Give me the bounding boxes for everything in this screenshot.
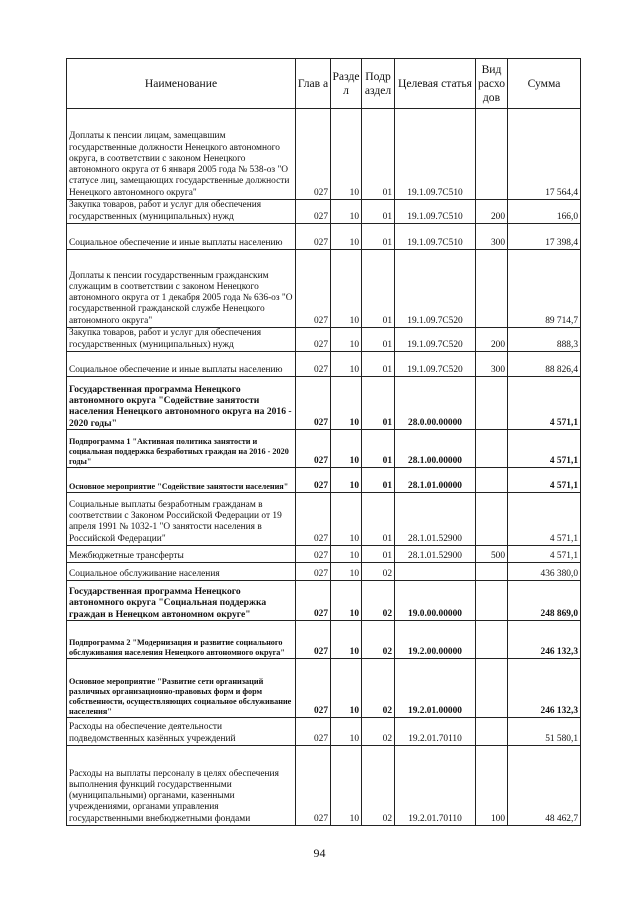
header-amount: Сумма [508,59,581,109]
row-name: Социальное обеспечение и иные выплаты населению [67,224,296,250]
row-name: Подпрограмма 1 "Активная политика занятости и социальная поддержка безработных граждан на 2016 - 2020 годы" [67,430,296,468]
row-target: 19.2.01.70110 [395,746,476,826]
row-section: 10 [331,250,362,328]
row-chapter: 027 [296,250,331,328]
table-row [67,563,581,581]
table-row [67,468,581,493]
row-expense-type: 300 [476,352,508,377]
row-section: 10 [331,109,362,200]
row-name: Социальное обслуживание населения [67,563,296,581]
row-chapter: 027 [296,224,331,250]
row-amount: 88 826,4 [508,352,581,377]
row-name: Государственная программа Ненецкого автономного округа "Социальная поддержка граждан в Ненецком автономном округе" [67,581,296,621]
row-subsection: 01 [362,352,395,377]
row-amount: 17 564,4 [508,109,581,200]
row-subsection: 01 [362,109,395,200]
header-section: Разде л [331,59,362,109]
row-chapter: 027 [296,659,331,718]
row-target: 28.1.01.52900 [395,546,476,563]
row-name: Расходы на обеспечение деятельности подведомственных казённых учреждений [67,718,296,746]
row-target: 28.1.01.00000 [395,468,476,493]
row-expense-type: 200 [476,200,508,224]
row-expense-type [476,659,508,718]
row-subsection: 01 [362,224,395,250]
row-target: 28.0.00.00000 [395,377,476,430]
row-name: Основное мероприятие "Содействие занятости населения" [67,468,296,493]
row-chapter: 027 [296,430,331,468]
row-section: 10 [331,659,362,718]
table-row [67,746,581,826]
row-amount: 4 571,1 [508,430,581,468]
row-subsection: 02 [362,718,395,746]
table-row [67,352,581,377]
row-target: 19.1.09.7С520 [395,250,476,328]
row-chapter: 027 [296,546,331,563]
row-name: Межбюджетные трансферты [67,546,296,563]
header-name: Наименование [67,59,296,109]
row-section: 10 [331,328,362,352]
row-amount: 4 571,1 [508,546,581,563]
table-row [67,546,581,563]
row-section: 10 [331,430,362,468]
row-subsection: 02 [362,581,395,621]
row-section: 10 [331,377,362,430]
row-expense-type [476,493,508,546]
header-target: Целевая статья [395,59,476,109]
table-row [67,430,581,468]
row-chapter: 027 [296,468,331,493]
row-amount: 48 462,7 [508,746,581,826]
row-amount: 888,3 [508,328,581,352]
table-row [67,250,581,328]
row-chapter: 027 [296,493,331,546]
row-chapter: 027 [296,621,331,659]
row-subsection: 02 [362,746,395,826]
row-amount: 248 869,0 [508,581,581,621]
row-amount: 4 571,1 [508,468,581,493]
row-chapter: 027 [296,581,331,621]
row-expense-type: 500 [476,546,508,563]
row-section: 10 [331,493,362,546]
row-name: Подпрограмма 2 "Модернизация и развитие социального обслуживания населения Ненецкого автономного округа" [67,621,296,659]
row-expense-type [476,377,508,430]
row-subsection: 01 [362,468,395,493]
row-target: 19.1.09.7С520 [395,328,476,352]
row-expense-type: 200 [476,328,508,352]
row-subsection: 02 [362,563,395,581]
row-expense-type [476,718,508,746]
row-amount: 89 714,7 [508,250,581,328]
row-chapter: 027 [296,746,331,826]
table-row [67,377,581,430]
row-amount: 4 571,1 [508,493,581,546]
row-chapter: 027 [296,109,331,200]
row-chapter: 027 [296,563,331,581]
table-row [67,718,581,746]
row-expense-type: 300 [476,224,508,250]
row-subsection: 01 [362,328,395,352]
row-section: 10 [331,200,362,224]
row-chapter: 027 [296,200,331,224]
row-target: 19.1.09.7С510 [395,200,476,224]
header-subsection: Подр аздел [362,59,395,109]
header-chapter: Глав а [296,59,331,109]
table-row [67,659,581,718]
row-target: 28.1.00.00000 [395,430,476,468]
table-row [67,224,581,250]
table-row [67,109,581,200]
row-expense-type [476,581,508,621]
row-name: Основное мероприятие "Развитие сети организаций различных организационно-правовых форм и форм собственности, осуществляющих социальное обслуживание населения" [67,659,296,718]
row-section: 10 [331,352,362,377]
row-name: Социальные выплаты безработным гражданам в соответствии с Законом Российской Федерации от 19 апреля 1991 № 1032-1 "О занятости населения в Российской Федерации" [67,493,296,546]
row-subsection: 01 [362,200,395,224]
row-amount: 51 580,1 [508,718,581,746]
row-target [395,563,476,581]
row-expense-type [476,621,508,659]
row-name: Социальное обеспечение и иные выплаты населению [67,352,296,377]
row-name: Доплаты к пенсии государственным гражданским служащим в соответствии с законом Ненецкого автономного округа от 1 декабря 2005 года № 636-оз "О государственной гражданской службе Ненецкого автономного округа" [67,250,296,328]
row-section: 10 [331,621,362,659]
row-name: Закупка товаров, работ и услуг для обеспечения государственных (муниципальных) нужд [67,328,296,352]
row-section: 10 [331,563,362,581]
row-name: Закупка товаров, работ и услуг для обеспечения государственных (муниципальных) нужд [67,200,296,224]
row-target: 19.2.01.00000 [395,659,476,718]
table-row [67,493,581,546]
row-section: 10 [331,546,362,563]
row-section: 10 [331,468,362,493]
row-subsection: 01 [362,546,395,563]
row-amount: 436 380,0 [508,563,581,581]
row-name: Доплаты к пенсии лицам, замещавшим государственные должности Ненецкого автономного округа, в соответствии с законом Ненецкого автономного округа от 6 января 2005 года № 538-оз "О статусе лиц, замещающих государственные должности Ненецкого автономного округа" [67,109,296,200]
row-subsection: 02 [362,659,395,718]
row-amount: 166,0 [508,200,581,224]
row-target: 28.1.01.52900 [395,493,476,546]
row-name: Расходы на выплаты персоналу в целях обеспечения выполнения функций государственными (муниципальными) органами, казенными учреждениями, органами управления государственными внебюджетными фондами [67,746,296,826]
table-header [67,59,581,109]
row-subsection: 01 [362,250,395,328]
row-section: 10 [331,581,362,621]
row-target: 19.1.09.7С520 [395,352,476,377]
table-row [67,581,581,621]
header-expense-type: Вид расхо дов [476,59,508,109]
row-target: 19.1.09.7С510 [395,109,476,200]
row-expense-type [476,430,508,468]
page-number: 94 [313,846,326,860]
row-target: 19.0.00.00000 [395,581,476,621]
row-subsection: 02 [362,621,395,659]
row-section: 10 [331,718,362,746]
row-subsection: 01 [362,377,395,430]
row-section: 10 [331,224,362,250]
row-expense-type [476,563,508,581]
row-expense-type [476,250,508,328]
row-amount: 4 571,1 [508,377,581,430]
row-chapter: 027 [296,352,331,377]
row-name: Государственная программа Ненецкого автономного округа "Содействие занятости населения Ненецкого автономного округа на 2016 - 2020 годы" [67,377,296,430]
table-row [67,621,581,659]
row-expense-type [476,468,508,493]
row-expense-type: 100 [476,746,508,826]
table-row [67,200,581,224]
row-subsection: 01 [362,430,395,468]
budget-table [66,58,581,826]
row-target: 19.1.09.7С510 [395,224,476,250]
row-expense-type [476,109,508,200]
row-amount: 246 132,3 [508,621,581,659]
row-chapter: 027 [296,328,331,352]
row-chapter: 027 [296,377,331,430]
row-amount: 17 398,4 [508,224,581,250]
table-row [67,328,581,352]
row-target: 19.2.01.70110 [395,718,476,746]
row-amount: 246 132,3 [508,659,581,718]
row-target: 19.2.00.00000 [395,621,476,659]
row-section: 10 [331,746,362,826]
row-subsection: 01 [362,493,395,546]
row-chapter: 027 [296,718,331,746]
